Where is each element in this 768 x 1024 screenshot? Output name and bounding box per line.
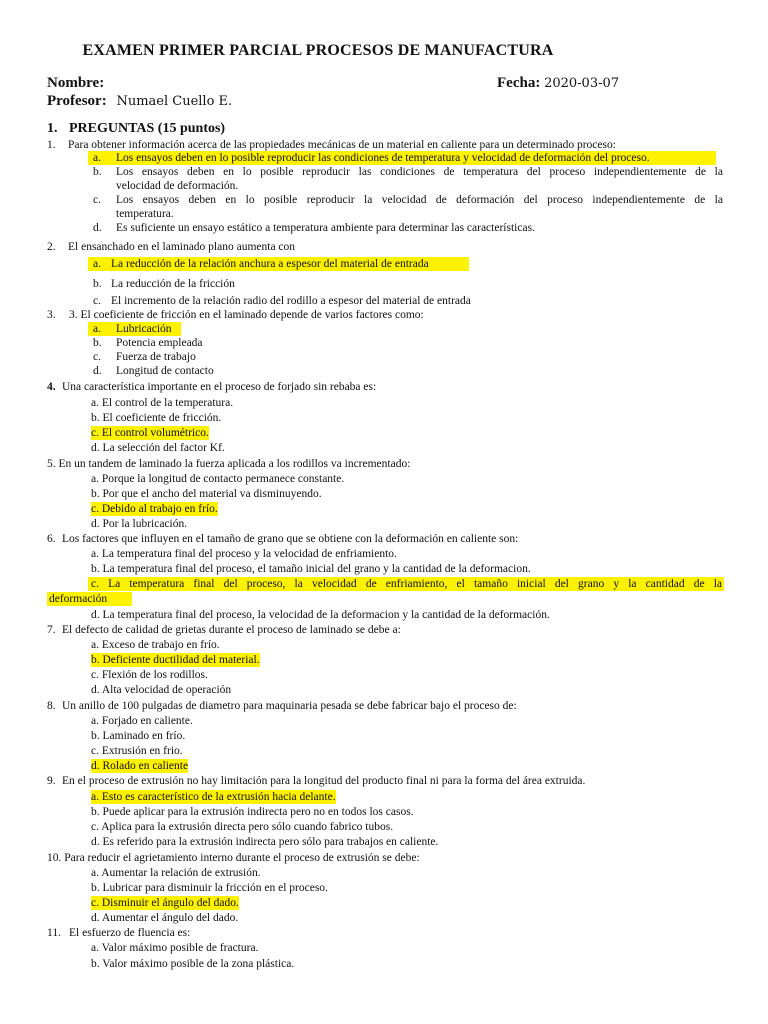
q5-option-b: b. Por que el ancho del material va disminuyendo. <box>91 488 322 500</box>
q2-a-marker: a. <box>93 258 101 270</box>
q3-number: 3. <box>47 309 56 321</box>
q2-option-a: La reducción de la relación anchura a espesor del material de entrada <box>111 258 429 270</box>
q3-option-d: Longitud de contacto <box>116 365 214 377</box>
q3-b-marker: b. <box>93 337 102 349</box>
q5-option-a: a. Porque la longitud de contacto permanece constante. <box>91 473 345 485</box>
q9-option-c: c. Aplica para la extrusión directa pero sólo cuando fabrico tubos. <box>91 821 394 833</box>
q1-stem: Para obtener información acerca de las propiedades mecánicas de un material en caliente para un determinado proceso: <box>68 139 616 151</box>
profesor-label: Profesor: <box>47 93 107 109</box>
q6-stem: Los factores que influyen en el tamaño de grano que se obtiene con la deformación en caliente son: <box>62 533 519 545</box>
q10-option-b: b. Lubricar para disminuir la fricción en el proceso. <box>91 882 328 894</box>
q10-option-d: d. Aumentar el ángulo del dado. <box>91 912 239 924</box>
q1-option-c-line2: temperatura. <box>116 208 174 220</box>
q4-option-d: d. La selección del factor Kf. <box>91 442 225 454</box>
q8-option-b: b. Laminado en frío. <box>91 730 186 742</box>
q3-c-marker: c. <box>93 351 101 363</box>
q2-b-marker: b. <box>93 278 102 290</box>
q11-number: 11. <box>47 927 61 939</box>
q3-option-c: Fuerza de trabajo <box>116 351 196 363</box>
q9-option-b: b. Puede aplicar para la extrusión indirecta pero no en todos los casos. <box>91 806 414 818</box>
q1-option-b-line2: velocidad de deformación. <box>116 180 239 192</box>
q4-option-c-answer: c. El control volumétrico. <box>91 427 209 439</box>
section-heading <box>47 121 225 137</box>
q9-number: 9. <box>47 775 56 787</box>
q3-option-b: Potencia empleada <box>116 337 203 349</box>
q2-stem: El ensanchado en el laminado plano aumenta con <box>68 241 296 253</box>
q6-option-c-answer-line2: deformación <box>49 593 108 605</box>
q8-number: 8. <box>47 700 56 712</box>
q6-option-a: a. La temperatura final del proceso y la velocidad de enfriamiento. <box>91 548 397 560</box>
q3-a-marker: a. <box>93 323 101 335</box>
q8-option-c: c. Extrusión en frio. <box>91 745 183 757</box>
q1-d-marker: d. <box>93 222 102 234</box>
q5-option-d: d. Por la lubricación. <box>91 518 188 530</box>
q10-option-c-answer: c. Disminuir el ángulo del dado. <box>91 897 239 909</box>
q6-option-b: b. La temperatura final del proceso, el tamaño inicial del grano y la cantidad de la deformacion. <box>91 563 531 575</box>
q2-option-c: El incremento de la relación radio del rodillo a espesor del material de entrada <box>111 295 471 307</box>
profesor-field <box>47 93 232 110</box>
q1-number: 1. <box>47 139 56 151</box>
q1-c-marker: c. <box>93 194 101 206</box>
q9-option-a-answer: a. Esto es característico de la extrusión hacia delante. <box>91 791 336 803</box>
q6-number: 6. <box>47 533 56 545</box>
q5-option-c-answer: c. Debido al trabajo en frío. <box>91 503 218 515</box>
q1-b-marker: b. <box>93 166 102 178</box>
section-number: 1. <box>47 121 58 136</box>
q7-number: 7. <box>47 624 56 636</box>
fecha-field <box>497 75 619 92</box>
q1-option-b-line1: Los ensayos deben en lo posible reproducir las condiciones de temperatura del proceso independientemente de la <box>116 166 723 178</box>
q9-option-d: d. Es referido para la extrusión indirecta pero sólo para trabajos en caliente. <box>91 836 439 848</box>
q3-stem: 3. El coeficiente de fricción en el laminado depende de varios factores como: <box>69 309 424 321</box>
q2-number: 2. <box>47 241 56 253</box>
q1-option-a: Los ensayos deben en lo posible reproducir las condiciones de temperatura y velocidad de deformación del proceso. <box>116 152 650 164</box>
q11-option-a: a. Valor máximo posible de fractura. <box>91 942 259 954</box>
q3-d-marker: d. <box>93 365 102 377</box>
q5-stem: 5. En un tandem de laminado la fuerza aplicada a los rodillos va incrementado: <box>47 458 411 470</box>
q3-option-a: Lubricación <box>116 323 172 335</box>
q8-option-d-answer: d. Rolado en caliente <box>91 760 189 772</box>
nombre-label: Nombre: <box>47 75 105 91</box>
q4-option-a: a. El control de la temperatura. <box>91 397 234 409</box>
q4-stem: Una característica importante en el proceso de forjado sin rebaba es: <box>62 381 377 393</box>
exam-title: EXAMEN PRIMER PARCIAL PROCESOS DE MANUFACTURA <box>82 42 554 59</box>
q1-option-c-line1: Los ensayos deben en lo posible reproducir la velocidad de deformación del proceso independientemente de la <box>116 194 723 206</box>
q11-option-b: b. Valor máximo posible de la zona plástica. <box>91 958 295 970</box>
nombre-field <box>47 75 104 92</box>
q7-option-a: a. Exceso de trabajo en frío. <box>91 639 220 651</box>
q8-stem: Un anillo de 100 pulgadas de diametro para maquinaria pesada se debe fabricar bajo el proceso de: <box>62 700 517 712</box>
fecha-label: Fecha: <box>497 75 541 91</box>
section-title: PREGUNTAS (15 puntos) <box>69 121 226 136</box>
q6-option-c-answer-line1: c. La temperatura final del proceso, la velocidad de enfriamiento, el tamaño inicial del grano y la cantidad de la <box>91 578 722 590</box>
q2-c-marker: c. <box>93 295 101 307</box>
q4-number: 4. <box>47 381 56 393</box>
q8-option-a: a. Forjado en caliente. <box>91 715 193 727</box>
q7-option-c: c. Flexión de los rodillos. <box>91 669 208 681</box>
fecha-value: 2020-03-07 <box>544 76 620 91</box>
q10-stem: 10. Para reducir el agrietamiento interno durante el proceso de extrusión se debe: <box>47 852 420 864</box>
q6-option-d: d. La temperatura final del proceso, la velocidad de la deformacion y la cantidad de la deformación. <box>91 609 550 621</box>
q7-option-d: d. Alta velocidad de operación <box>91 684 232 696</box>
q7-stem: El defecto de calidad de grietas durante el proceso de laminado se debe a: <box>62 624 401 636</box>
q7-option-b-answer: b. Deficiente ductilidad del material. <box>91 654 260 666</box>
q4-option-b: b. El coeficiente de fricción. <box>91 412 222 424</box>
q2-option-b: La reducción de la fricción <box>111 278 235 290</box>
q11-stem: El esfuerzo de fluencia es: <box>69 927 191 939</box>
q9-stem: En el proceso de extrusión no hay limitación para la longitud del producto final ni para la forma del área extruida. <box>62 775 586 787</box>
q10-option-a: a. Aumentar la relación de extrusión. <box>91 867 261 879</box>
profesor-value: Numael Cuello E. <box>116 94 233 109</box>
q1-a-marker: a. <box>93 152 101 164</box>
q1-option-d: Es suficiente un ensayo estático a temperatura ambiente para determinar las características. <box>116 222 535 234</box>
